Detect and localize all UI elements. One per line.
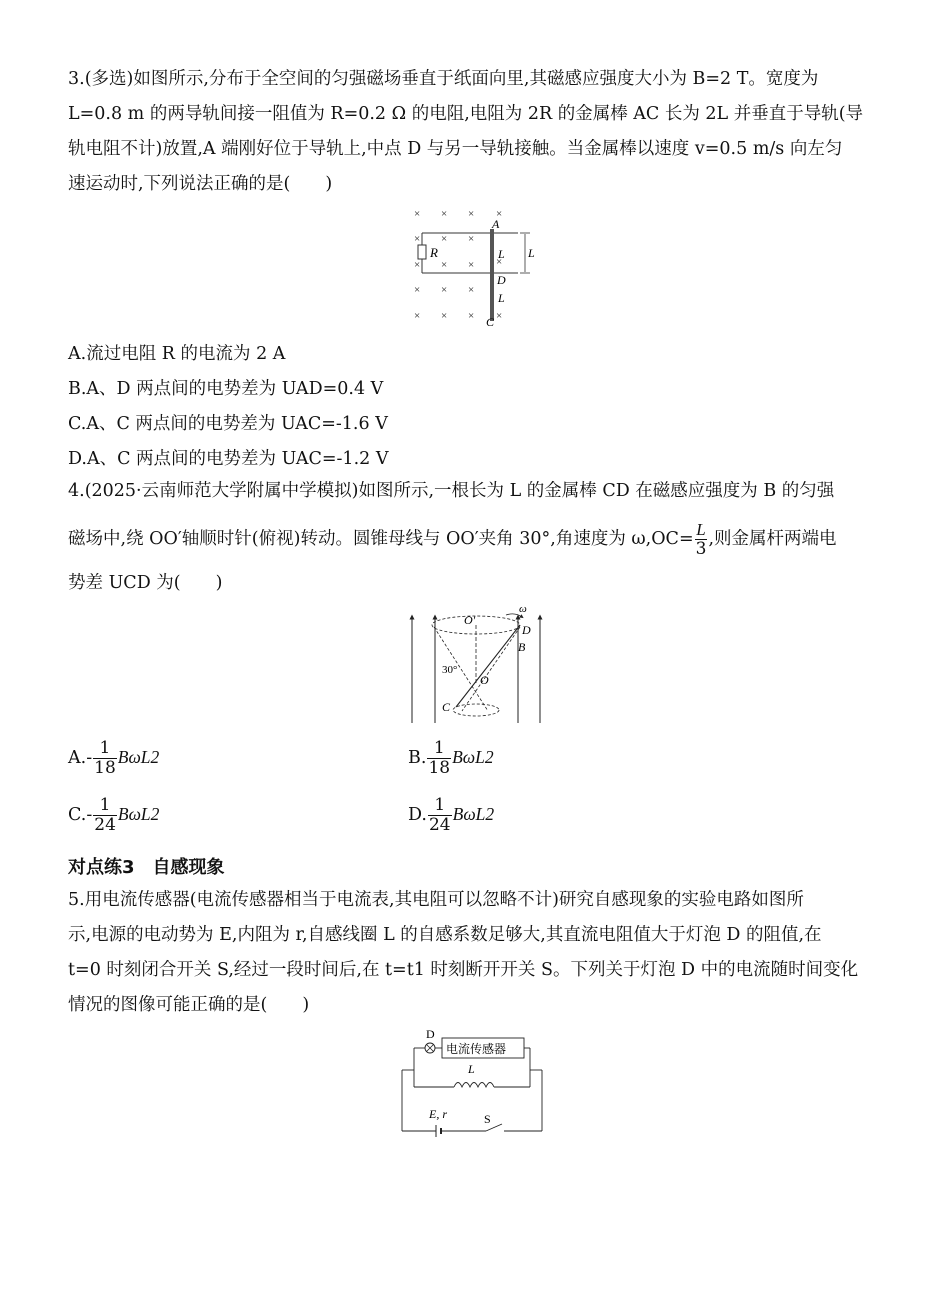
oc-fraction: $\frac{L}{3}$	[695, 520, 707, 559]
q4-option-d[interactable]: D. $\frac{1}{24}$ BωL2	[408, 795, 495, 835]
q3-line-3: 轨电阻不计)放置,A 端刚好位于导轨上,中点 D 与另一导轨接触。当金属棒以速度 v=0.5 m/s 向左匀	[68, 139, 843, 159]
label-width-L: L	[528, 246, 535, 260]
cross-mark: ×	[496, 256, 503, 268]
label-O-prime: O′	[464, 613, 476, 627]
cross-mark: ×	[414, 310, 421, 322]
q4-line-1: 4.(2025·云南师范大学附属中学模拟)如图所示,一根长为 L 的金属棒 CD 在磁感应强度为 B 的匀强	[68, 481, 835, 501]
cross-mark: ×	[441, 208, 448, 220]
q3-option-b[interactable]: B.A、D 两点间的电势差为 UAD=0.4 V	[68, 379, 384, 399]
q5-line-4: 情况的图像可能正确的是( )	[68, 995, 310, 1015]
cross-mark: ×	[441, 310, 448, 322]
cross-mark: ×	[468, 310, 475, 322]
cross-mark: ×	[414, 259, 421, 271]
label-Er: E, r	[429, 1107, 447, 1121]
q5-circuit-figure	[398, 1025, 548, 1137]
q4-line-2	[68, 520, 888, 559]
cross-mark: ×	[441, 233, 448, 245]
cross-mark: ×	[441, 259, 448, 271]
q5-line-2: 示,电源的电动势为 E,内阻为 r,自感线圈 L 的自感系数足够大,其直流电阻值大于灯泡 D 的阻值,在	[68, 925, 822, 945]
cross-mark: ×	[496, 310, 503, 322]
cross-mark: ×	[414, 233, 421, 245]
q3-rail-figure	[408, 203, 548, 328]
q4-cone-figure	[402, 603, 552, 728]
q3-option-d[interactable]: D.A、C 两点间的电势差为 UAC=-1.2 V	[68, 449, 389, 469]
cross-mark: ×	[496, 208, 503, 220]
label-C: C	[442, 700, 451, 714]
q4-option-b[interactable]: B. $\frac{1}{18}$ BωL2	[408, 738, 494, 778]
cross-mark: ×	[468, 259, 475, 271]
cross-mark: ×	[468, 284, 475, 296]
cross-mark: ×	[468, 233, 475, 245]
cross-mark: ×	[441, 284, 448, 296]
q4-line-3: 势差 UCD 为( )	[68, 573, 223, 593]
label-D: D	[522, 623, 531, 637]
label-L: L	[468, 1062, 475, 1076]
cross-mark: ×	[468, 208, 475, 220]
q4-line-2-text: 磁场中,绕 OO′轴顺时针(俯视)转动。圆锥母线与 OO′夹角 30°,角速度为 ω,OC=	[68, 529, 694, 549]
sensor-label: 电流传感器	[446, 1042, 507, 1056]
label-R: R	[430, 245, 438, 260]
label-angle: 30°	[442, 664, 458, 676]
label-L1: L	[498, 247, 505, 261]
q3-line-2: L=0.8 m 的两导轨间接一阻值为 R=0.2 Ω 的电阻,电阻为 2R 的金属棒 AC 长为 2L 并垂直于导轨(导	[68, 104, 864, 124]
label-L2: L	[498, 291, 505, 305]
q3-line-1: 3.(多选)如图所示,分布于全空间的匀强磁场垂直于纸面向里,其磁感应强度大小为 B=2 T。宽度为	[68, 69, 819, 89]
cross-mark: ×	[414, 208, 421, 220]
label-D: D	[497, 273, 506, 287]
q3-line-4: 速运动时,下列说法正确的是( )	[68, 174, 333, 194]
label-D: D	[426, 1027, 435, 1041]
label-S: S	[484, 1112, 491, 1126]
q3-option-c[interactable]: C.A、C 两点间的电势差为 UAC=-1.6 V	[68, 414, 388, 434]
cross-mark: ×	[414, 284, 421, 296]
q5-line-3: t=0 时刻闭合开关 S,经过一段时间后,在 t=t1 时刻断开开关 S。下列关于灯泡 D 中的电流随时间变化	[68, 960, 859, 980]
label-O: O	[480, 673, 489, 687]
label-B: B	[518, 640, 526, 654]
q4-line-2-end: ,则金属杆两端电	[708, 529, 837, 549]
q5-line-1: 5.用电流传感器(电流传感器相当于电流表,其电阻可以忽略不计)研究自感现象的实验电路如图所	[68, 890, 804, 910]
section-heading: 对点练3 自感现象	[68, 857, 225, 878]
label-C: C	[486, 315, 495, 328]
label-omega: ω	[519, 603, 527, 615]
q3-option-a[interactable]: A.流过电阻 R 的电流为 2 A	[68, 344, 286, 364]
label-A: A	[492, 217, 500, 231]
q4-option-c[interactable]: C.- $\frac{1}{24}$ BωL2	[68, 795, 160, 835]
q4-option-a[interactable]: A.- $\frac{1}{18}$ BωL2	[68, 738, 160, 778]
